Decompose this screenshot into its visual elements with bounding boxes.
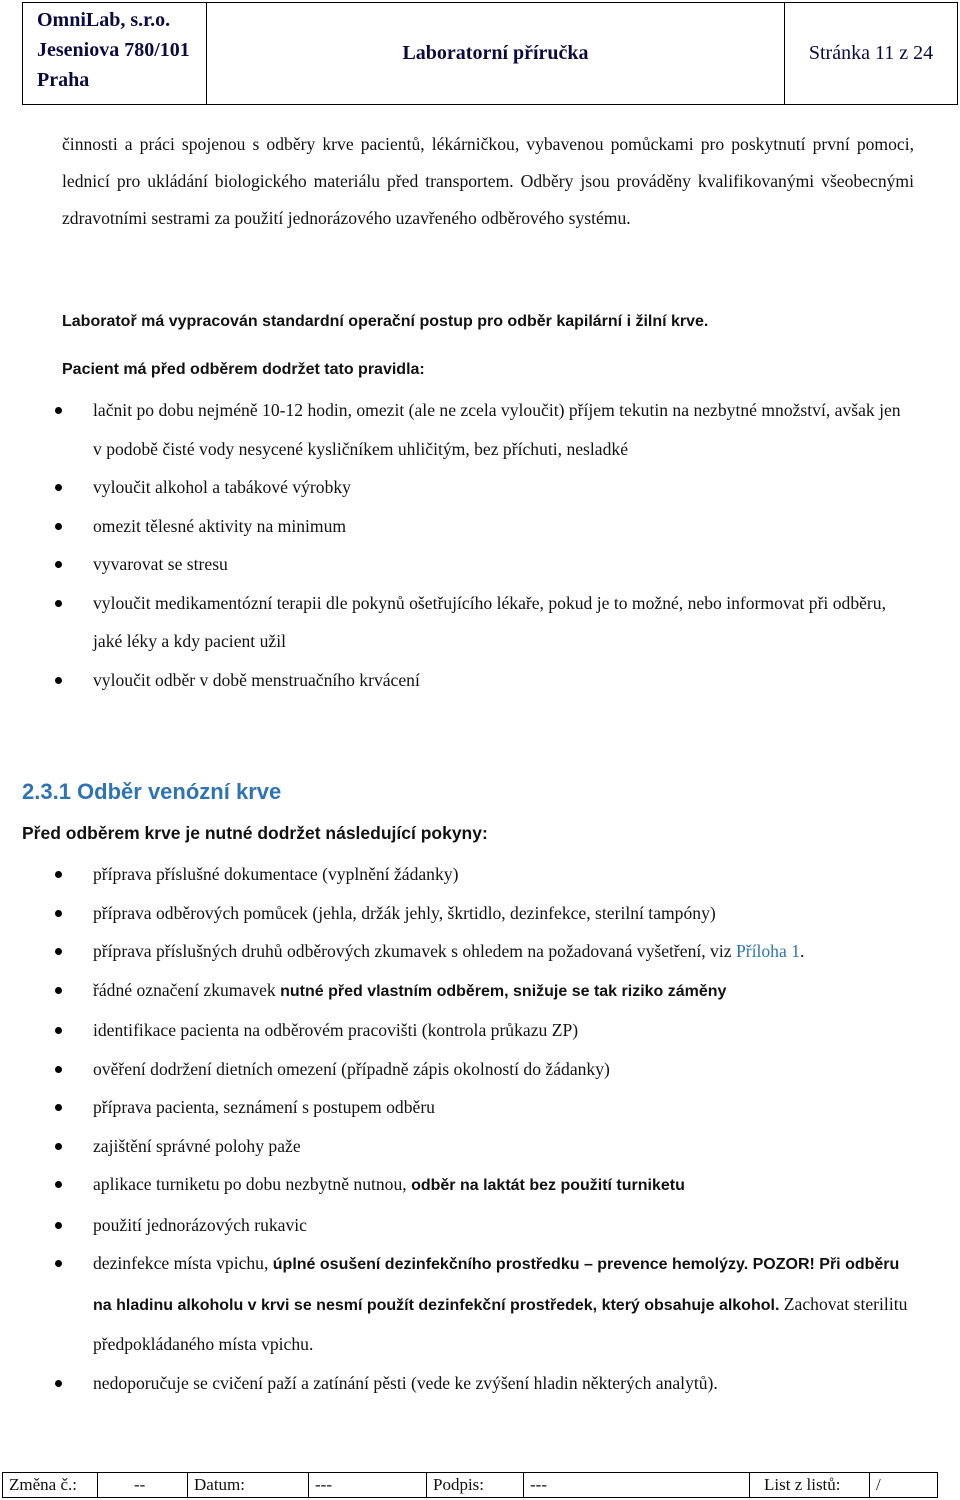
company-name: OmniLab, s.r.o. bbox=[37, 9, 171, 31]
list-item: ověření dodržení dietních omezení (případně zápis okolností do žádanky) bbox=[50, 1050, 910, 1089]
intro-paragraph: činnosti a práci spojenou s odběry krve pacientů, lékárničkou, vybavenou pomůckami pro poskytnutí první pomoci, lednicí pro ukládání biologického materiálu před transportem. Odběry jsou prováděny kvalifikovanými všeobecnými zdravotními sestrami za použití jednorázového uzavřeného odběrového systému. bbox=[62, 134, 914, 228]
bullet-icon bbox=[55, 1143, 62, 1150]
bullet-icon bbox=[55, 1027, 62, 1034]
list-item: dezinfekce místa vpichu, úplné osušení dezinfekčního prostředku – prevence hemolýzy. POZOR! Při odběru na hladinu alkoholu v krvi se nesmí použít dezinfekční prostředek, který obsahuje alkohol. Zachovat sterilitu předpokládaného místa vpichu. bbox=[50, 1244, 910, 1364]
page-number: Stránka 11 z 24 bbox=[808, 42, 934, 64]
list-item: vyloučit medikamentózní terapii dle pokynů ošetřujícího lékaře, pokud je to možné, nebo informovat při odběru, jaké léky a kdy pacient užil bbox=[50, 584, 910, 661]
sheet-value: / bbox=[876, 1475, 881, 1494]
bullet-icon bbox=[55, 523, 62, 530]
list-item: příprava příslušné dokumentace (vyplnění žádanky) bbox=[50, 855, 910, 894]
rules-title: Pacient má před odběrem dodržet tato pravidla: bbox=[62, 361, 425, 378]
bullet-icon bbox=[55, 677, 62, 684]
document-header bbox=[22, 2, 958, 105]
date-value: --- bbox=[309, 1473, 427, 1497]
bullet-icon bbox=[55, 948, 62, 955]
sop-note: Laboratoř má vypracován standardní operační postup pro odběr kapilární i žilní krve. bbox=[62, 313, 709, 330]
company-street: Jeseniova 780/101 bbox=[37, 39, 190, 61]
list-item: příprava příslušných druhů odběrových zkumavek s ohledem na požadovaná vyšetření, viz Příloha 1. bbox=[50, 932, 910, 971]
bullet-icon bbox=[55, 407, 62, 414]
bullet-icon bbox=[55, 1380, 62, 1387]
list-item: aplikace turniketu po dobu nezbytně nutnou, odběr na laktát bez použití turniketu bbox=[50, 1165, 910, 1206]
bullet-icon bbox=[55, 1260, 62, 1267]
bullet-icon bbox=[55, 561, 62, 568]
list-item: vyvarovat se stresu bbox=[50, 545, 910, 584]
header-company-block bbox=[23, 3, 207, 104]
sign-label: Podpis: bbox=[427, 1473, 524, 1497]
bullet-icon bbox=[55, 871, 62, 878]
bullet-icon bbox=[55, 1222, 62, 1229]
section-subheading: Před odběrem krve je nutné dodržet následující pokyny: bbox=[22, 823, 488, 843]
sign-value: --- bbox=[524, 1473, 750, 1497]
date-label: Datum: bbox=[188, 1473, 309, 1497]
bullet-icon bbox=[55, 910, 62, 917]
bullet-icon bbox=[55, 484, 62, 491]
list-item: příprava odběrových pomůcek (jehla, držák jehly, škrtidlo, dezinfekce, sterilní tampóny) bbox=[50, 894, 910, 933]
company-city: Praha bbox=[37, 69, 90, 91]
appendix-link[interactable]: Příloha 1 bbox=[735, 941, 800, 961]
change-value: -- bbox=[98, 1473, 188, 1497]
bullet-icon bbox=[55, 1066, 62, 1073]
list-item: vyloučit alkohol a tabákové výrobky bbox=[50, 468, 910, 507]
list-item: identifikace pacienta na odběrovém pracovišti (kontrola průkazu ZP) bbox=[50, 1011, 910, 1050]
list-item: zajištění správné polohy paže bbox=[50, 1127, 910, 1166]
change-label: Změna č.: bbox=[3, 1473, 98, 1497]
bullet-icon bbox=[55, 600, 62, 607]
rules-list bbox=[50, 391, 910, 699]
list-item: lačnit po dobu nejméně 10-12 hodin, omezit (ale ne zcela vyloučit) příjem tekutin na nezbytné množství, avšak jen v podobě čisté vody nesycené kysličníkem uhličitým, bez příchuti, nesladké bbox=[50, 391, 910, 468]
list-item: omezit tělesné aktivity na minimum bbox=[50, 507, 910, 546]
steps-list bbox=[50, 855, 910, 1402]
list-item: řádné označení zkumavek nutné před vlastním odběrem, snižuje se tak riziko záměny bbox=[50, 971, 910, 1012]
list-item: nedoporučuje se cvičení paží a zatínání pěsti (vede ke zvýšení hladin některých analytů). bbox=[50, 1364, 910, 1403]
bullet-icon bbox=[55, 987, 62, 994]
bullet-icon bbox=[55, 1104, 62, 1111]
document-title: Laboratorní příručka bbox=[207, 3, 785, 104]
document-footer bbox=[2, 1472, 938, 1498]
list-item: vyloučit odběr v době menstruačního krvácení bbox=[50, 661, 910, 700]
list-item: příprava pacienta, seznámení s postupem odběru bbox=[50, 1088, 910, 1127]
bullet-icon bbox=[55, 1181, 62, 1188]
section-heading: 2.3.1 Odběr venózní krve bbox=[22, 779, 282, 804]
list-item: použití jednorázových rukavic bbox=[50, 1206, 910, 1245]
sheet-label: List z listů: bbox=[750, 1473, 870, 1497]
